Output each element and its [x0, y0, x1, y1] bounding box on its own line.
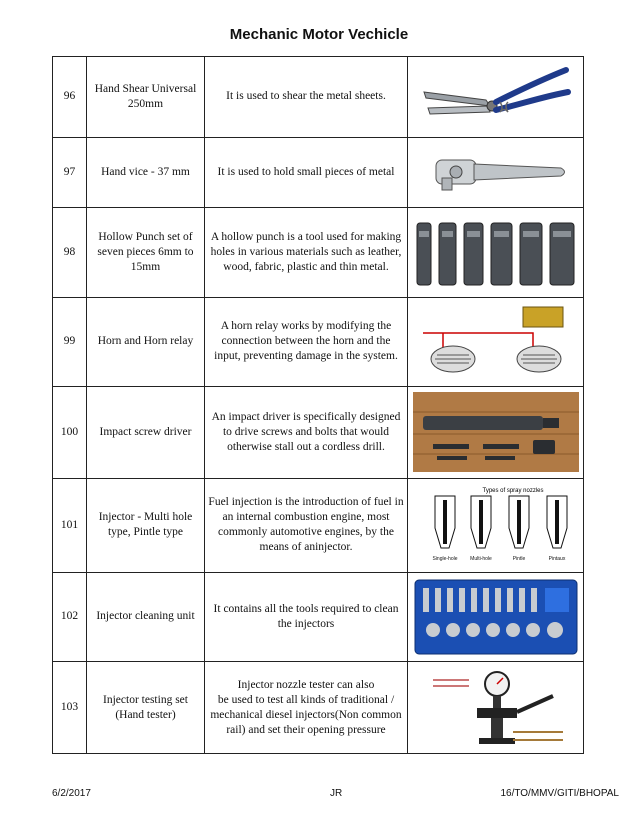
item-number: 98 — [53, 208, 87, 298]
table-row — [53, 387, 584, 479]
horn-relay-icon — [408, 297, 584, 387]
item-number: 99 — [53, 297, 87, 387]
single-hole-label: Single-hole — [431, 556, 458, 563]
impact-driver-icon — [408, 387, 584, 479]
table-row — [53, 297, 584, 387]
item-name: Horn and Horn relay — [87, 297, 205, 387]
item-description: It is used to hold small pieces of metal — [205, 137, 408, 207]
table-row — [53, 208, 584, 298]
item-name: Hollow Punch set of seven pieces 6mm to 15mm — [87, 208, 205, 298]
item-number: 100 — [53, 387, 87, 479]
description-line: mechanical diesel injectors(Non common — [210, 708, 402, 721]
injector-tester-icon — [408, 662, 584, 754]
hand-shear-icon — [408, 57, 584, 138]
item-name: Impact screw driver — [87, 387, 205, 479]
item-number: 101 — [53, 478, 87, 572]
item-name: Hand Shear Universal 250mm — [87, 57, 205, 138]
footer-code: 16/TO/MMV/GITI/BHOPAL — [500, 788, 619, 799]
hand-vice-icon — [408, 137, 584, 207]
injector-cleaning-kit-icon — [408, 572, 584, 662]
pintle-label: Pintle — [512, 556, 525, 563]
item-description — [205, 662, 408, 754]
table-row — [53, 478, 584, 572]
item-name: Injector cleaning unit — [87, 572, 205, 662]
table-row — [53, 662, 584, 754]
item-description: A horn relay works by modifying the connection between the horn and the input, preventing damage in the system. — [205, 297, 408, 387]
multi-hole-label: Multi-hole — [469, 556, 492, 563]
description-line: Injector nozzle tester can also — [237, 678, 375, 691]
item-name: Injector testing set (Hand tester) — [87, 662, 205, 754]
item-number: 96 — [53, 57, 87, 138]
item-name: Injector - Multi hole type, Pintle type — [87, 478, 205, 572]
injector-nozzles-icon — [408, 478, 584, 572]
table-row — [53, 137, 584, 207]
pintaux-label: Pintaux — [548, 556, 565, 563]
item-number: 97 — [53, 137, 87, 207]
item-description: It contains all the tools required to clean the injectors — [205, 572, 408, 662]
description-line: rail) and set their opening pressure — [226, 723, 386, 736]
item-description: Fuel injection is the introduction of fuel in an internal combustion engine, most commonly automotive engines, by the means of aninjector. — [205, 478, 408, 572]
spray-diagram-title: Types of spray nozzles — [481, 488, 544, 495]
item-name: Hand vice - 37 mm — [87, 137, 205, 207]
item-number: 103 — [53, 662, 87, 754]
item-description: An impact driver is specifically designed to drive screws and bolts that would otherwise stall out a cordless drill. — [205, 387, 408, 479]
item-description: A hollow punch is a tool used for making holes in various materials such as leather, wood, fabric, plastic and thin metal. — [205, 208, 408, 298]
page-title: Mechanic Motor Vechicle — [229, 26, 409, 43]
item-number: 102 — [53, 572, 87, 662]
item-description: It is used to shear the metal sheets. — [205, 57, 408, 138]
footer-initials: JR — [330, 788, 343, 799]
hollow-punch-set-icon — [408, 208, 584, 298]
description-line: be used to test all kinds of traditional / — [217, 693, 395, 706]
table-row — [53, 57, 584, 138]
footer-date: 6/2/2017 — [52, 788, 91, 799]
tools-table — [52, 56, 584, 754]
table-row — [53, 572, 584, 662]
